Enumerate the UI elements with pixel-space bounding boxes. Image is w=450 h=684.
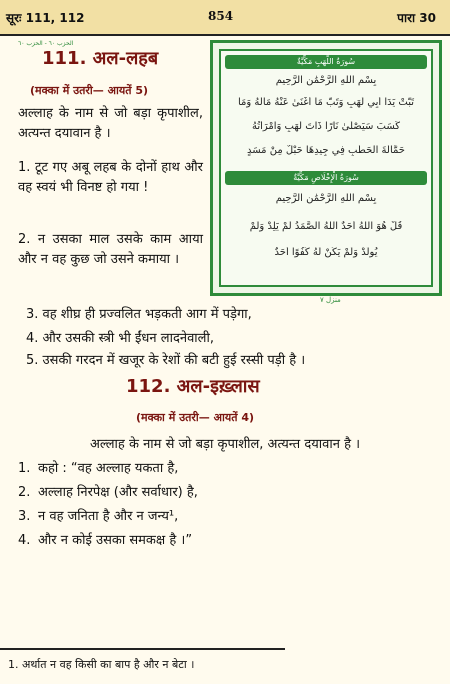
arabic-line: تَبَّتْ يَدَا أَبِي لَهَبٍ وَتَبَّ مَا أَغْنَىٰ عَنْهُ مَالُهُ وَمَا	[238, 97, 414, 108]
surah-111-verse-2: 2. न उसका माल उसके काम आया और न वह कुछ जो उसने कमाया ।	[18, 232, 203, 267]
arabic-line: كَسَبَ سَيَصْلَىٰ نَارًا ذَاتَ لَهَبٍ وَامْرَأَتُهُ	[251, 121, 401, 132]
surah-111-verse-4: 4. और उसकी स्त्री भी ईंधन लादनेवाली,	[26, 331, 214, 346]
header-surah-range: सूरः 111, 112	[6, 11, 85, 25]
verse-number: 3.	[18, 509, 31, 524]
verse-text: कहो : “वह अल्लाह यकता है,	[38, 461, 179, 476]
surah-112-title: 112. अल-इख़्लास	[126, 376, 260, 397]
header-para: पारा 30	[397, 11, 436, 25]
surah-112-verse-2	[18, 482, 198, 500]
surah-112-verse-1	[18, 458, 178, 476]
arabic-line: قُلْ هُوَ اللَّهُ أَحَدٌ اللَّهُ الصَّمَدُ لَمْ يَلِدْ وَلَمْ	[249, 221, 403, 232]
arabic-banner-lahab: سُورَةُ اللَّهَبِ مَكِّيَّةٌ	[225, 55, 427, 69]
arabic-text-panel	[210, 40, 442, 296]
verse-text: और न कोई उसका समकक्ष है ।”	[38, 533, 193, 548]
arabic-top-mark: الحزب ٦٠ - الحزب ٦٠	[18, 40, 74, 47]
surah-112-subtitle: (मक्का में उतरी— आयतें 4)	[136, 411, 255, 424]
footnote-divider	[0, 648, 285, 650]
surah-112-verse-3	[18, 506, 178, 524]
surah-111-title: 111. अल-लहब	[42, 48, 159, 69]
page-header	[0, 0, 450, 36]
verse-text: न वह जनिता है और न जन्य¹,	[38, 509, 179, 524]
verse-text: अल्लाह निरपेक्ष (और सर्वाधार) है,	[38, 485, 198, 500]
surah-111-verse-3: 3. वह शीघ्र ही प्रज्वलित भड़कती आग में पड़ेगा,	[26, 307, 252, 322]
surah-111-verse-1: 1. टूट गए अबू लहब के दोनों हाथ और वह स्वयं भी विनष्ट हो गया !	[18, 160, 203, 195]
surah-112-verse-4	[18, 530, 192, 548]
footnote: 1. अर्थात न वह किसी का बाप है और न बेटा ।	[8, 658, 195, 671]
arabic-line: يُولَدْ وَلَمْ يَكُنْ لَهُ كُفُوًا أَحَدٌ	[274, 247, 378, 258]
arabic-panel-frame	[219, 49, 433, 287]
surah-111-subtitle: (मक्का में उतरी— आयतें 5)	[30, 84, 149, 97]
arabic-bismillah-1: بِسْمِ اللَّهِ الرَّحْمَٰنِ الرَّحِيمِ	[275, 75, 377, 86]
verse-number: 4.	[18, 533, 31, 548]
surah-111-bismillah: अल्लाह के नाम से जो बड़ा कृपाशील, अत्यन्त दयावान है ।	[18, 106, 203, 141]
surah-111-verse-5: 5. उसकी गरदन में खजूर के रेशों की बटी हुई रस्सी पड़ी है ।	[26, 353, 306, 368]
surah-112-bismillah: अल्लाह के नाम से जो बड़ा कृपाशील, अत्यन्त दयावान है ।	[89, 437, 361, 452]
page-number: 854	[208, 9, 234, 23]
arabic-bismillah-2: بِسْمِ اللَّهِ الرَّحْمَٰنِ الرَّحِيمِ	[275, 193, 377, 204]
verse-number: 1.	[18, 461, 31, 476]
verse-number: 2.	[18, 485, 31, 500]
arabic-banner-ikhlas: سُورَةُ الْإِخْلَاصِ مَكِّيَّةٌ	[225, 171, 427, 185]
arabic-line: حَمَّالَةَ الْحَطَبِ فِي جِيدِهَا حَبْلٌ مِنْ مَسَدٍ	[247, 145, 405, 156]
arabic-bottom-mark: منزل ٧	[320, 296, 341, 304]
